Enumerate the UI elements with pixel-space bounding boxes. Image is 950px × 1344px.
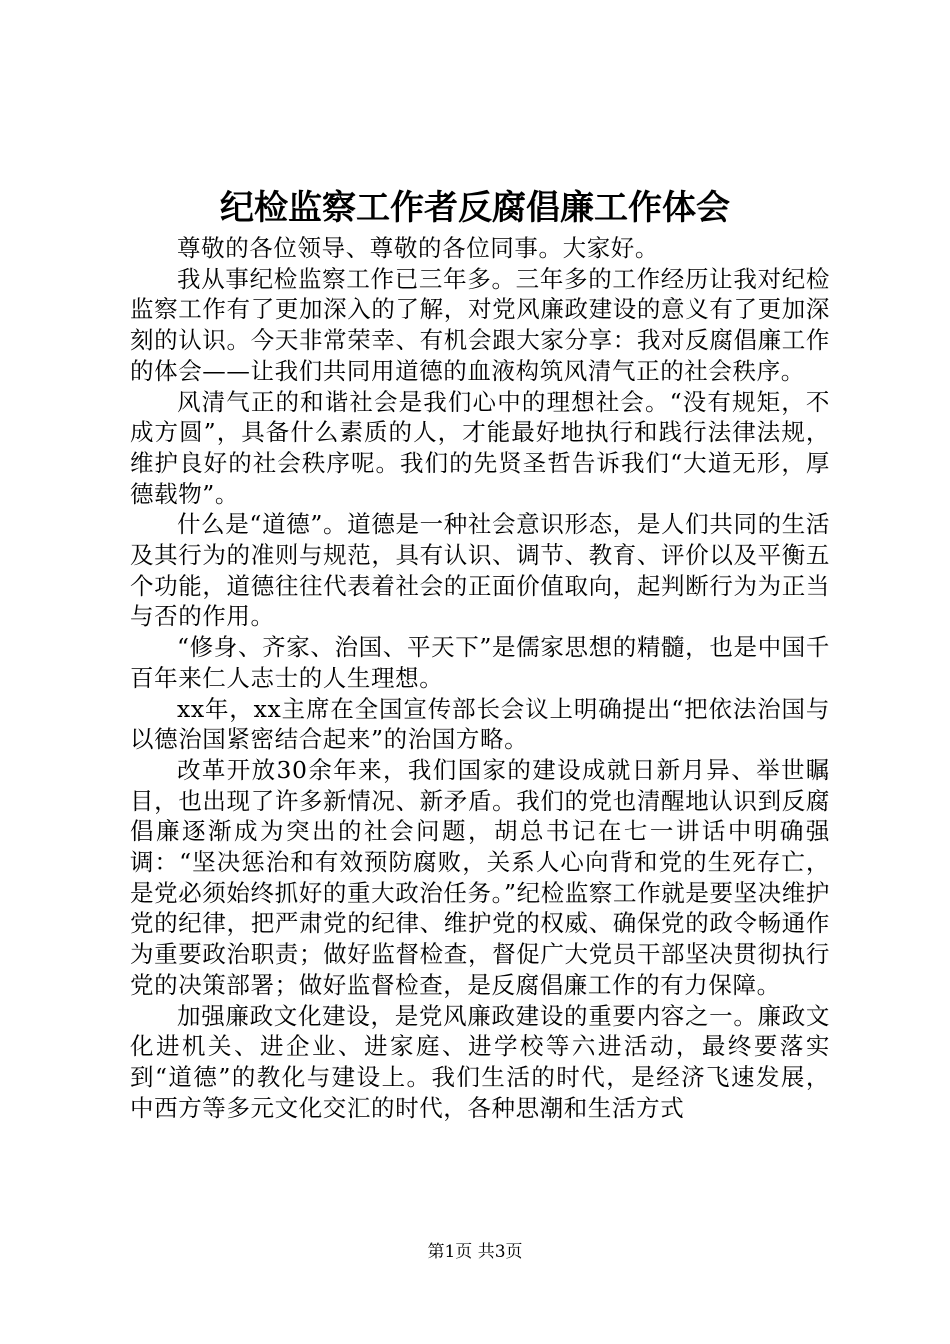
paragraph: 什么是“道德”。道德是一种社会意识形态，是人们共同的生活及其行为的准则与规范，具有认识、调节、教育、评价以及平衡五个功能，道德往往代表着社会的正面价值取向，起判断行为为正当与否的作用。 [130,510,830,631]
paragraph: 我从事纪检监察工作已三年多。三年多的工作经历让我对纪检监察工作有了更加深入的了解，对党风廉政建设的意义有了更加深刻的认识。今天非常荣幸、有机会跟大家分享：我对反腐倡廉工作的体会——让我们共同用道德的血液构筑风清气正的社会秩序。 [130,264,830,385]
paragraph: 加强廉政文化建设，是党风廉政建设的重要内容之一。廉政文化进机关、进企业、进家庭、进学校等六进活动，最终要落实到“道德”的教化与建设上。我们生活的时代，是经济飞速发展，中西方等多元文化交汇的时代，各种思潮和生活方式 [130,1001,830,1122]
paragraph-greeting: 尊敬的各位领导、尊敬的各位同事。大家好。 [177,234,659,262]
page-number-footer: 第1页 共3页 [427,1242,523,1262]
paragraph: “修身、齐家、治国、平天下”是儒家思想的精髓，也是中国千百年来仁人志士的人生理想。 [130,633,830,692]
document-body [130,233,830,1123]
document-title: 纪检监察工作者反腐倡廉工作体会 [220,188,730,228]
paragraph: 改革开放30余年来，我们国家的建设成就日新月异、举世瞩目，也出现了许多新情况、新矛盾。我们的党也清醒地认识到反腐倡廉逐渐成为突出的社会问题，胡总书记在七一讲话中明确强调：“坚决惩治和有效预防腐败，关系人心向背和党的生死存亡，是党必须始终抓好的重大政治任务。”纪检监察工作就是要坚决维护党的纪律，把严肃党的纪律、维护党的权威、确保党的政令畅通作为重要政治职责；做好监督检查，督促广大党员干部坚决贯彻执行党的决策部署；做好监督检查，是反腐倡廉工作的有力保障。 [130,755,830,999]
paragraph: 风清气正的和谐社会是我们心中的理想社会。“没有规矩，不成方圆”，具备什么素质的人，才能最好地执行和践行法律法规，维护良好的社会秩序呢。我们的先贤圣哲告诉我们“大道无形，厚德载物”。 [130,387,830,508]
paragraph: xx年，xx主席在全国宣传部长会议上明确提出“把依法治国与以德治国紧密结合起来”的治国方略。 [130,694,830,754]
